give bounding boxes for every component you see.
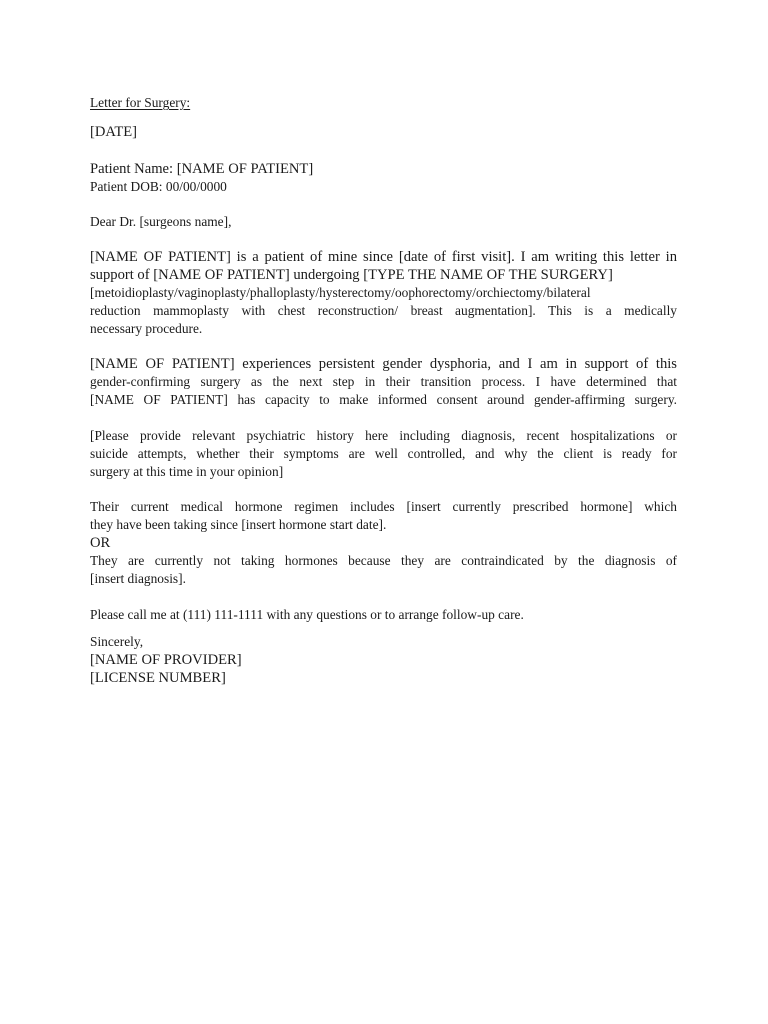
paragraph1-line: [NAME OF PATIENT] is a patient of mine since [date of first visit]. I am writing this letter in <box>90 249 677 265</box>
paragraph3-line: surgery at this time in your opinion] <box>90 464 284 479</box>
paragraph1-line: [metoidioplasty/vaginoplasty/phalloplasty/hysterectomy/oophorectomy/orchiectomy/bilateral <box>90 285 591 300</box>
paragraph4-line: they have been taking since [insert hormone start date]. <box>90 517 387 532</box>
paragraph4-line: They are currently not taking hormones because they are contraindicated by the diagnosis of <box>90 553 677 568</box>
contact-line: Please call me at (111) 111-1111 with any questions or to arrange follow-up care. <box>90 607 524 622</box>
date-placeholder: [DATE] <box>90 124 138 140</box>
paragraph4-or: OR <box>90 535 111 551</box>
paragraph1-line: reduction mammoplasty with chest reconstruction/ breast augmentation]. This is a medically <box>90 303 677 318</box>
paragraph4-line: [insert diagnosis]. <box>90 571 186 586</box>
patient-dob-line: Patient DOB: 00/00/0000 <box>90 179 227 194</box>
paragraph3-line: suicide attempts, whether their symptoms are well controlled, and why the client is ready for <box>90 446 677 461</box>
closing: Sincerely, <box>90 634 144 649</box>
paragraph2-line: [NAME OF PATIENT] has capacity to make informed consent around gender-affirming surgery. <box>90 392 677 407</box>
letter-heading: Letter for Surgery: <box>90 95 191 110</box>
salutation: Dear Dr. [surgeons name], <box>90 214 232 229</box>
patient-name-line: Patient Name: [NAME OF PATIENT] <box>90 161 314 177</box>
paragraph4-line: Their current medical hormone regimen includes [insert currently prescribed hormone] which <box>90 499 677 514</box>
provider-name: [NAME OF PROVIDER] <box>90 652 242 668</box>
paragraph3-line: [Please provide relevant psychiatric history here including diagnosis, recent hospitalizations or <box>90 428 677 443</box>
paragraph1-line: necessary procedure. <box>90 321 203 336</box>
paragraph2-line: gender-confirming surgery as the next step in their transition process. I have determined that <box>90 374 677 389</box>
license-number: [LICENSE NUMBER] <box>90 670 226 686</box>
paragraph2-line: [NAME OF PATIENT] experiences persistent gender dysphoria, and I am in support of this <box>90 356 677 372</box>
paragraph1-line: support of [NAME OF PATIENT] undergoing [TYPE THE NAME OF THE SURGERY] <box>90 267 613 283</box>
